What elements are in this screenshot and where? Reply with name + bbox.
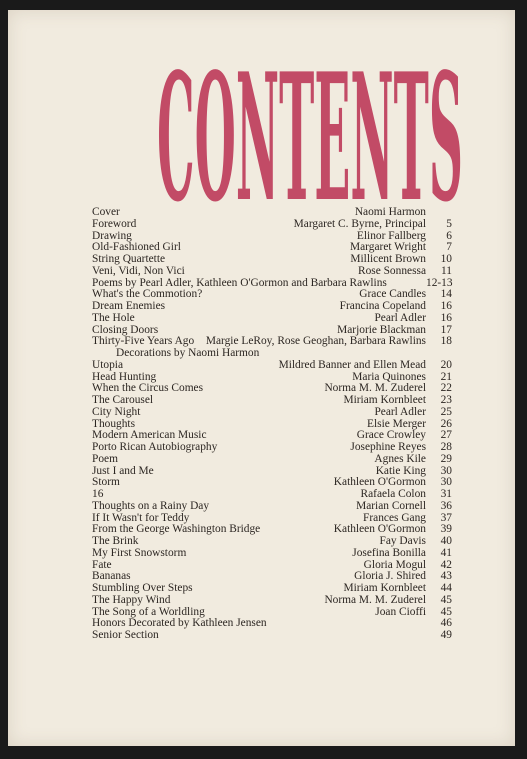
toc-entry-author: Pearl Adler [374,311,426,324]
toc-entry-page: 45 [440,605,452,618]
toc-entry-page: 37 [440,511,452,524]
toc-entry-right [358,266,452,278]
toc-entry-author: Josephine Reyes [350,441,426,453]
toc-entry-author: Marian Cornell [356,499,426,512]
toc-entry-page: 44 [440,582,452,594]
toc-entry-author: Katie King [375,464,426,477]
toc-entry-author: Rafaela Colon [360,488,426,500]
toc-entry-author: Margie LeRoy, Rose Geoghan, Barbara Rawlins [205,335,426,348]
toc-entry [92,489,452,501]
toc-entry-title: Bananas [92,570,131,583]
toc-entry-title: Poems by Pearl Adler, Kathleen O'Gormon and Barbara Rawlins [92,276,387,289]
toc-entry [92,266,452,278]
toc-entry-right [426,630,452,642]
toc-entry-author: Norma M. M. Zuderel [324,382,426,395]
toc-entry [92,407,452,419]
toc-entry [92,254,452,266]
toc-entry-author: Grace Crowley [356,429,426,442]
toc-entry-title: String Quartette [92,253,166,265]
toc-entry-right [352,548,452,560]
toc-entry-right [374,407,452,419]
toc-entry-title: Senior Section [92,629,159,641]
toc-entry-author: Kathleen O'Gormon [333,523,426,536]
toc-entry-page: 30 [440,476,452,489]
toc-entry-author: Marjorie Blackman [337,323,426,336]
toc-entry-page: 16 [440,311,452,324]
toc-entry [92,548,452,560]
toc-entry-title: Decorations by Naomi Harmon [116,347,260,359]
toc-entry-title: The Carousel [92,394,154,406]
toc-entry [92,583,452,595]
toc-entry-page: 41 [440,546,452,559]
contents-heading-text: CONTENTS [157,65,463,203]
toc-entry-author: Millicent Brown [350,253,426,265]
toc-entry-right [350,254,452,266]
toc-entry-page: 49 [440,629,452,641]
toc-entry [92,454,452,466]
toc-entry-title: Just I and Me [92,464,154,477]
toc-entry-title: If It Wasn't for Teddy [92,511,190,524]
contents-heading [154,65,466,203]
toc-entry-page: 27 [440,429,452,442]
toc-entry-title: Stumbling Over Steps [92,582,193,594]
toc-entry-right [379,536,452,548]
toc-entry-right [324,595,452,607]
toc-entry-page: 21 [440,370,452,383]
toc-entry-page: 5 [446,217,452,230]
toc-entry-page: 20 [440,358,452,371]
toc-entry [92,595,452,607]
toc-entry-page: 26 [440,417,452,430]
toc-entry-author: Fay Davis [379,535,426,547]
toc-entry-title: Dream Enemies [92,300,166,312]
toc-entry [92,313,452,325]
toc-entry-title: From the George Washington Bridge [92,523,261,536]
toc-entry-right [294,219,452,231]
toc-entry-page: 12-13 [426,276,453,289]
toc-entry-page: 6 [446,229,452,242]
toc-entry-title: Drawing [92,229,132,242]
toc-entry [92,360,452,372]
toc-entry-title: Fate [92,558,112,571]
toc-entry-author: Elinor Fallberg [356,229,426,242]
toc-entry-title: Veni, Vidi, Non Vici [92,264,185,277]
toc-entry-page: 31 [440,488,452,500]
toc-entry-title: Honors Decorated by Kathleen Jensen [92,617,267,630]
toc-entry-title: Closing Doors [92,323,159,336]
toc-entry-author: Miriam Kornbleet [343,394,426,406]
toc-entry [92,207,452,219]
toc-entry-author: Frances Gang [363,511,426,524]
toc-entry-right [340,301,452,313]
toc-entry-title: Head Hunting [92,370,157,383]
toc-entry-title: Thoughts [92,417,136,430]
toc-entry-title: Old-Fashioned Girl [92,241,181,254]
toc-entry-right [374,313,452,325]
toc-entry-right [361,489,452,501]
toc-entry-author: Grace Candles [359,288,426,301]
toc-entry-page: 39 [440,523,452,536]
toc-entry-right [343,395,452,407]
toc-entry-page: 10 [440,253,452,265]
toc-entry-title: My First Snowstorm [92,546,187,559]
toc-entry-page: 18 [440,335,452,348]
toc-entry-title: Poem [92,452,118,465]
toc-entry-page: 23 [440,394,452,406]
toc-entry-page: 7 [446,241,452,254]
toc-entry-author: Margaret C. Byrne, Principal [293,217,426,230]
toc-entry-author: Gloria J. Shired [354,570,426,583]
toc-entry [92,301,452,313]
toc-entry-right [356,501,452,513]
toc-entry-page: 30 [440,464,452,477]
contents-heading-lettering [154,65,466,203]
toc-entry-page: 14 [440,288,452,301]
toc-entry-author: Margaret Wright [350,241,426,254]
toc-entry-right [355,207,452,219]
toc-entry-author: Mildred Banner and Ellen Mead [278,358,426,371]
toc-entry-page: 43 [440,570,452,583]
toc-entry-title: The Happy Wind [92,593,171,606]
toc-entry-title: What's the Commotion? [92,288,203,301]
toc-entry-title: Foreword [92,217,137,230]
contents-list [92,207,452,642]
toc-entry-title: The Brink [92,535,139,547]
toc-entry-author: Josefina Bonilla [352,546,426,559]
toc-entry-title: Storm [92,476,120,489]
toc-entry-page: 46 [440,617,452,630]
toc-entry-author: Agnes Kile [374,452,426,465]
toc-entry-author: Rose Sonnessa [357,264,426,277]
toc-entry-title: Thoughts on a Rainy Day [92,499,210,512]
toc-entry-page: 29 [440,452,452,465]
magazine-page [8,10,515,746]
toc-entry-title: 16 [92,488,104,500]
toc-entry-right [350,442,452,454]
toc-entry-title: Cover [92,206,120,218]
toc-entry-page: 22 [440,382,452,395]
toc-entry [92,348,452,360]
toc-entry-page: 42 [440,558,452,571]
toc-entry [92,501,452,513]
toc-entry-page: 17 [440,323,452,336]
toc-entry-page: 28 [440,441,452,453]
toc-entry [92,442,452,454]
toc-entry-title: Utopia [92,358,124,371]
toc-entry-author: Kathleen O'Gormon [333,476,426,489]
toc-entry-author: Maria Quinones [352,370,426,383]
toc-entry-title: Thirty-Five Years Ago [92,335,195,348]
toc-entry-right [279,360,452,372]
toc-entry-page: 16 [440,300,452,312]
toc-entry-author: Francina Copeland [339,300,426,312]
toc-entry [92,536,452,548]
toc-entry-author: Elsie Merger [367,417,426,430]
toc-entry-title: The Hole [92,311,135,324]
toc-entry-author: Joan Cioffi [375,605,426,618]
toc-entry-title: The Song of a Worldling [92,605,205,618]
toc-entry-author: Pearl Adler [374,405,426,418]
toc-entry-author: Norma M. M. Zuderel [324,593,426,606]
toc-entry-title: Modern American Music [92,429,207,442]
toc-entry-page: 36 [440,499,452,512]
toc-entry-title: Porto Rican Autobiography [92,441,218,453]
toc-entry [92,219,452,231]
toc-entry [92,395,452,407]
toc-entry-title: City Night [92,405,141,418]
toc-entry-right [374,454,452,466]
toc-entry [92,630,452,642]
toc-entry-author: Gloria Mogul [363,558,426,571]
toc-entry-title: When the Circus Comes [92,382,204,395]
toc-entry-page: 45 [440,593,452,606]
toc-entry-right [343,583,452,595]
toc-entry-author: Miriam Kornbleet [343,582,426,594]
toc-entry-author: Naomi Harmon [354,206,426,218]
toc-entry-page: 11 [441,264,452,277]
toc-entry-page: 25 [440,405,452,418]
toc-entry-page: 40 [440,535,452,547]
